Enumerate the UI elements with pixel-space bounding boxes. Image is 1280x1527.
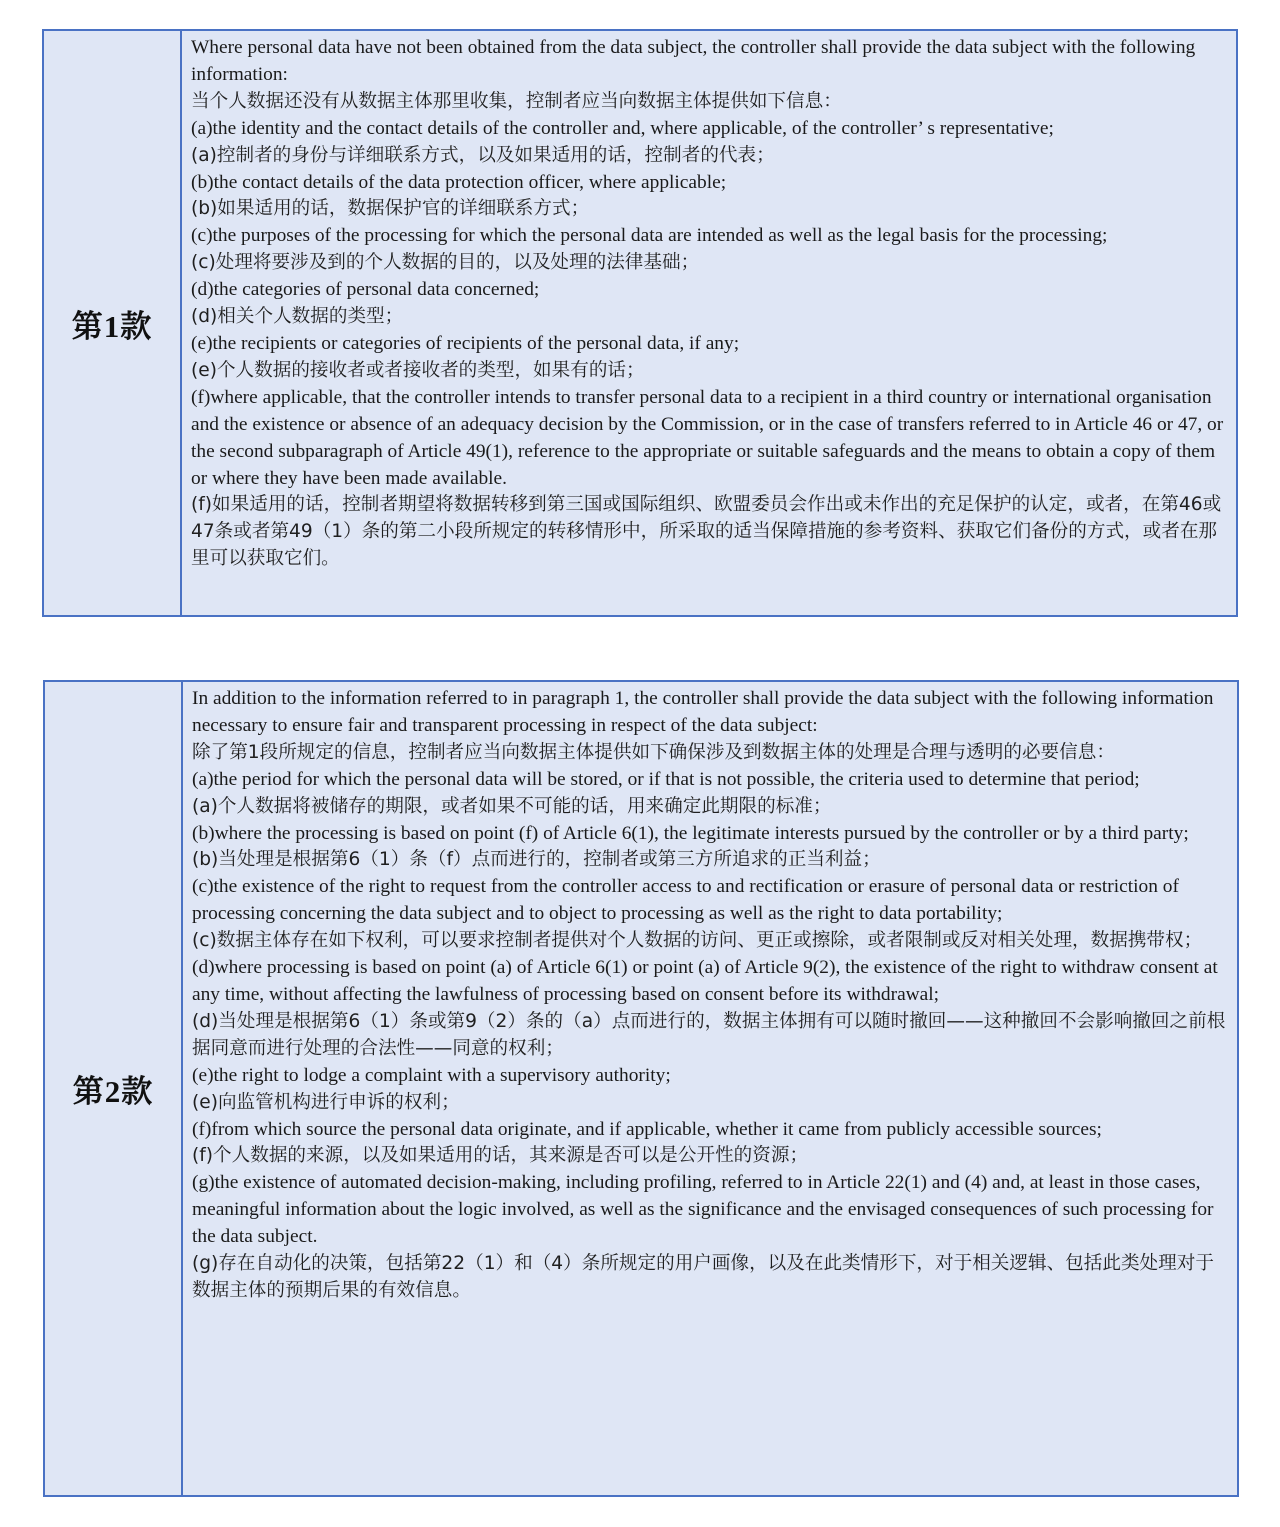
clause-label: 第1款 bbox=[44, 31, 182, 615]
clause-line: (b)where the processing is based on point (f) of Article 6(1), the legitimate interests pursued by the controller or by a third party; bbox=[192, 822, 1189, 844]
clause-line: (a)the identity and the contact details of the controller and, where applicable, of the controller’ s representative; bbox=[191, 117, 1054, 139]
clause-line: (f)如果适用的话，控制者期望将数据转移到第三国或国际组织、欧盟委员会作出或未作出的充足保护的认定，或者，在第46或47条或者第49（1）条的第二小段所规定的转移情形中，所采取的适当保障措施的参考资料、获取它们备份的方式，或者在那里可以获取它们。 bbox=[191, 494, 1222, 570]
clause-line: 除了第1段所规定的信息，控制者应当向数据主体提供如下确保涉及到数据主体的处理是合理与透明的必要信息： bbox=[192, 741, 1115, 763]
clause-2-table bbox=[43, 680, 1239, 1497]
clause-line: (b)the contact details of the data protection officer, where applicable; bbox=[191, 171, 727, 193]
clause-line: (g)存在自动化的决策，包括第22（1）和（4）条所规定的用户画像，以及在此类情形下，对于相关逻辑、包括此类处理对于数据主体的预期后果的有效信息。 bbox=[192, 1253, 1214, 1301]
clause-line: (b)如果适用的话，数据保护官的详细联系方式； bbox=[191, 198, 590, 220]
clause-line: (c)数据主体存在如下权利，可以要求控制者提供对个人数据的访问、更正或擦除，或者限制或反对相关处理，数据携带权； bbox=[192, 930, 1203, 952]
clause-line: (a)个人数据将被储存的期限，或者如果不可能的话，用来确定此期限的标准； bbox=[192, 795, 832, 817]
clause-line: (f)where applicable, that the controller intends to transfer personal data to a recipient in a third country or international organisation and the existence or absence of an adequacy decision by the Commission, or in the case of transfers referred to in Article 46 or 47, or the second subparagraph of Article 49(1), reference to the appropriate or suitable safeguards and the means to obtain a copy of them or where they have been made available. bbox=[191, 386, 1224, 489]
clause-line: In addition to the information referred to in paragraph 1, the controller shall provide the data subject with the following information necessary to ensure fair and transparent processing in respect of the data subject: bbox=[192, 688, 1214, 736]
clause-line: (c)处理将要涉及到的个人数据的目的，以及处理的法律基础； bbox=[191, 252, 700, 274]
clause-line: (e)the right to lodge a complaint with a supervisory authority; bbox=[192, 1064, 671, 1086]
clause-line: (d)当处理是根据第6（1）条或第9（2）条的（a）点而进行的，数据主体拥有可以随时撤回——这种撤回不会影响撤回之前根据同意而进行处理的合法性——同意的权利； bbox=[192, 1010, 1226, 1059]
clause-line: (f)个人数据的来源，以及如果适用的话，其来源是否可以是公开性的资源； bbox=[192, 1145, 809, 1167]
clause-line: (a)控制者的身份与详细联系方式，以及如果适用的话，控制者的代表； bbox=[191, 144, 775, 166]
clause-line: (e)the recipients or categories of recipients of the personal data, if any; bbox=[191, 332, 740, 354]
clause-line: (d)相关个人数据的类型； bbox=[191, 306, 404, 328]
clause-1-table bbox=[42, 29, 1238, 617]
clause-label: 第2款 bbox=[45, 682, 183, 1495]
clause-line: (a)the period for which the personal data will be stored, or if that is not possible, the criteria used to determine that period; bbox=[192, 768, 1140, 790]
clause-line: (f)from which source the personal data originate, and if applicable, whether it came from publicly accessible sources; bbox=[192, 1118, 1102, 1140]
clause-line: (c)the existence of the right to request from the controller access to and rectification or erasure of personal data or restriction of processing concerning the data subject and to object to processing as well as the right to data portability; bbox=[192, 876, 1179, 925]
clause-line: (c)the purposes of the processing for which the personal data are intended as well as the legal basis for the processing; bbox=[191, 225, 1108, 247]
clause-line: (b)当处理是根据第6（1）条（f）点而进行的，控制者或第三方所追求的正当利益； bbox=[192, 849, 881, 871]
clause-line: (e)向监管机构进行申诉的权利； bbox=[192, 1091, 460, 1113]
clause-line: (g)the existence of automated decision-making, including profiling, referred to in Article 22(1) and (4) and, at least in those cases, meaningful information about the logic involved, as well as the significance and the envisaged consequences of such processing for the data subject. bbox=[192, 1172, 1214, 1248]
clause-line: (d)the categories of personal data concerned; bbox=[191, 279, 540, 301]
clause-body bbox=[182, 31, 1236, 615]
clause-line: (e)个人数据的接收者或者接收者的类型，如果有的话； bbox=[191, 359, 645, 381]
clause-body bbox=[183, 682, 1237, 1495]
clause-line: 当个人数据还没有从数据主体那里收集，控制者应当向数据主体提供如下信息： bbox=[191, 90, 842, 112]
clause-line: Where personal data have not been obtained from the data subject, the controller shall provide the data subject with the following information: bbox=[191, 37, 1196, 85]
clause-line: (d)where processing is based on point (a) of Article 6(1) or point (a) of Article 9(2), the existence of the right to withdraw consent at any time, without affecting the lawfulness of processing based on consent before its withdrawal; bbox=[192, 957, 1218, 1005]
